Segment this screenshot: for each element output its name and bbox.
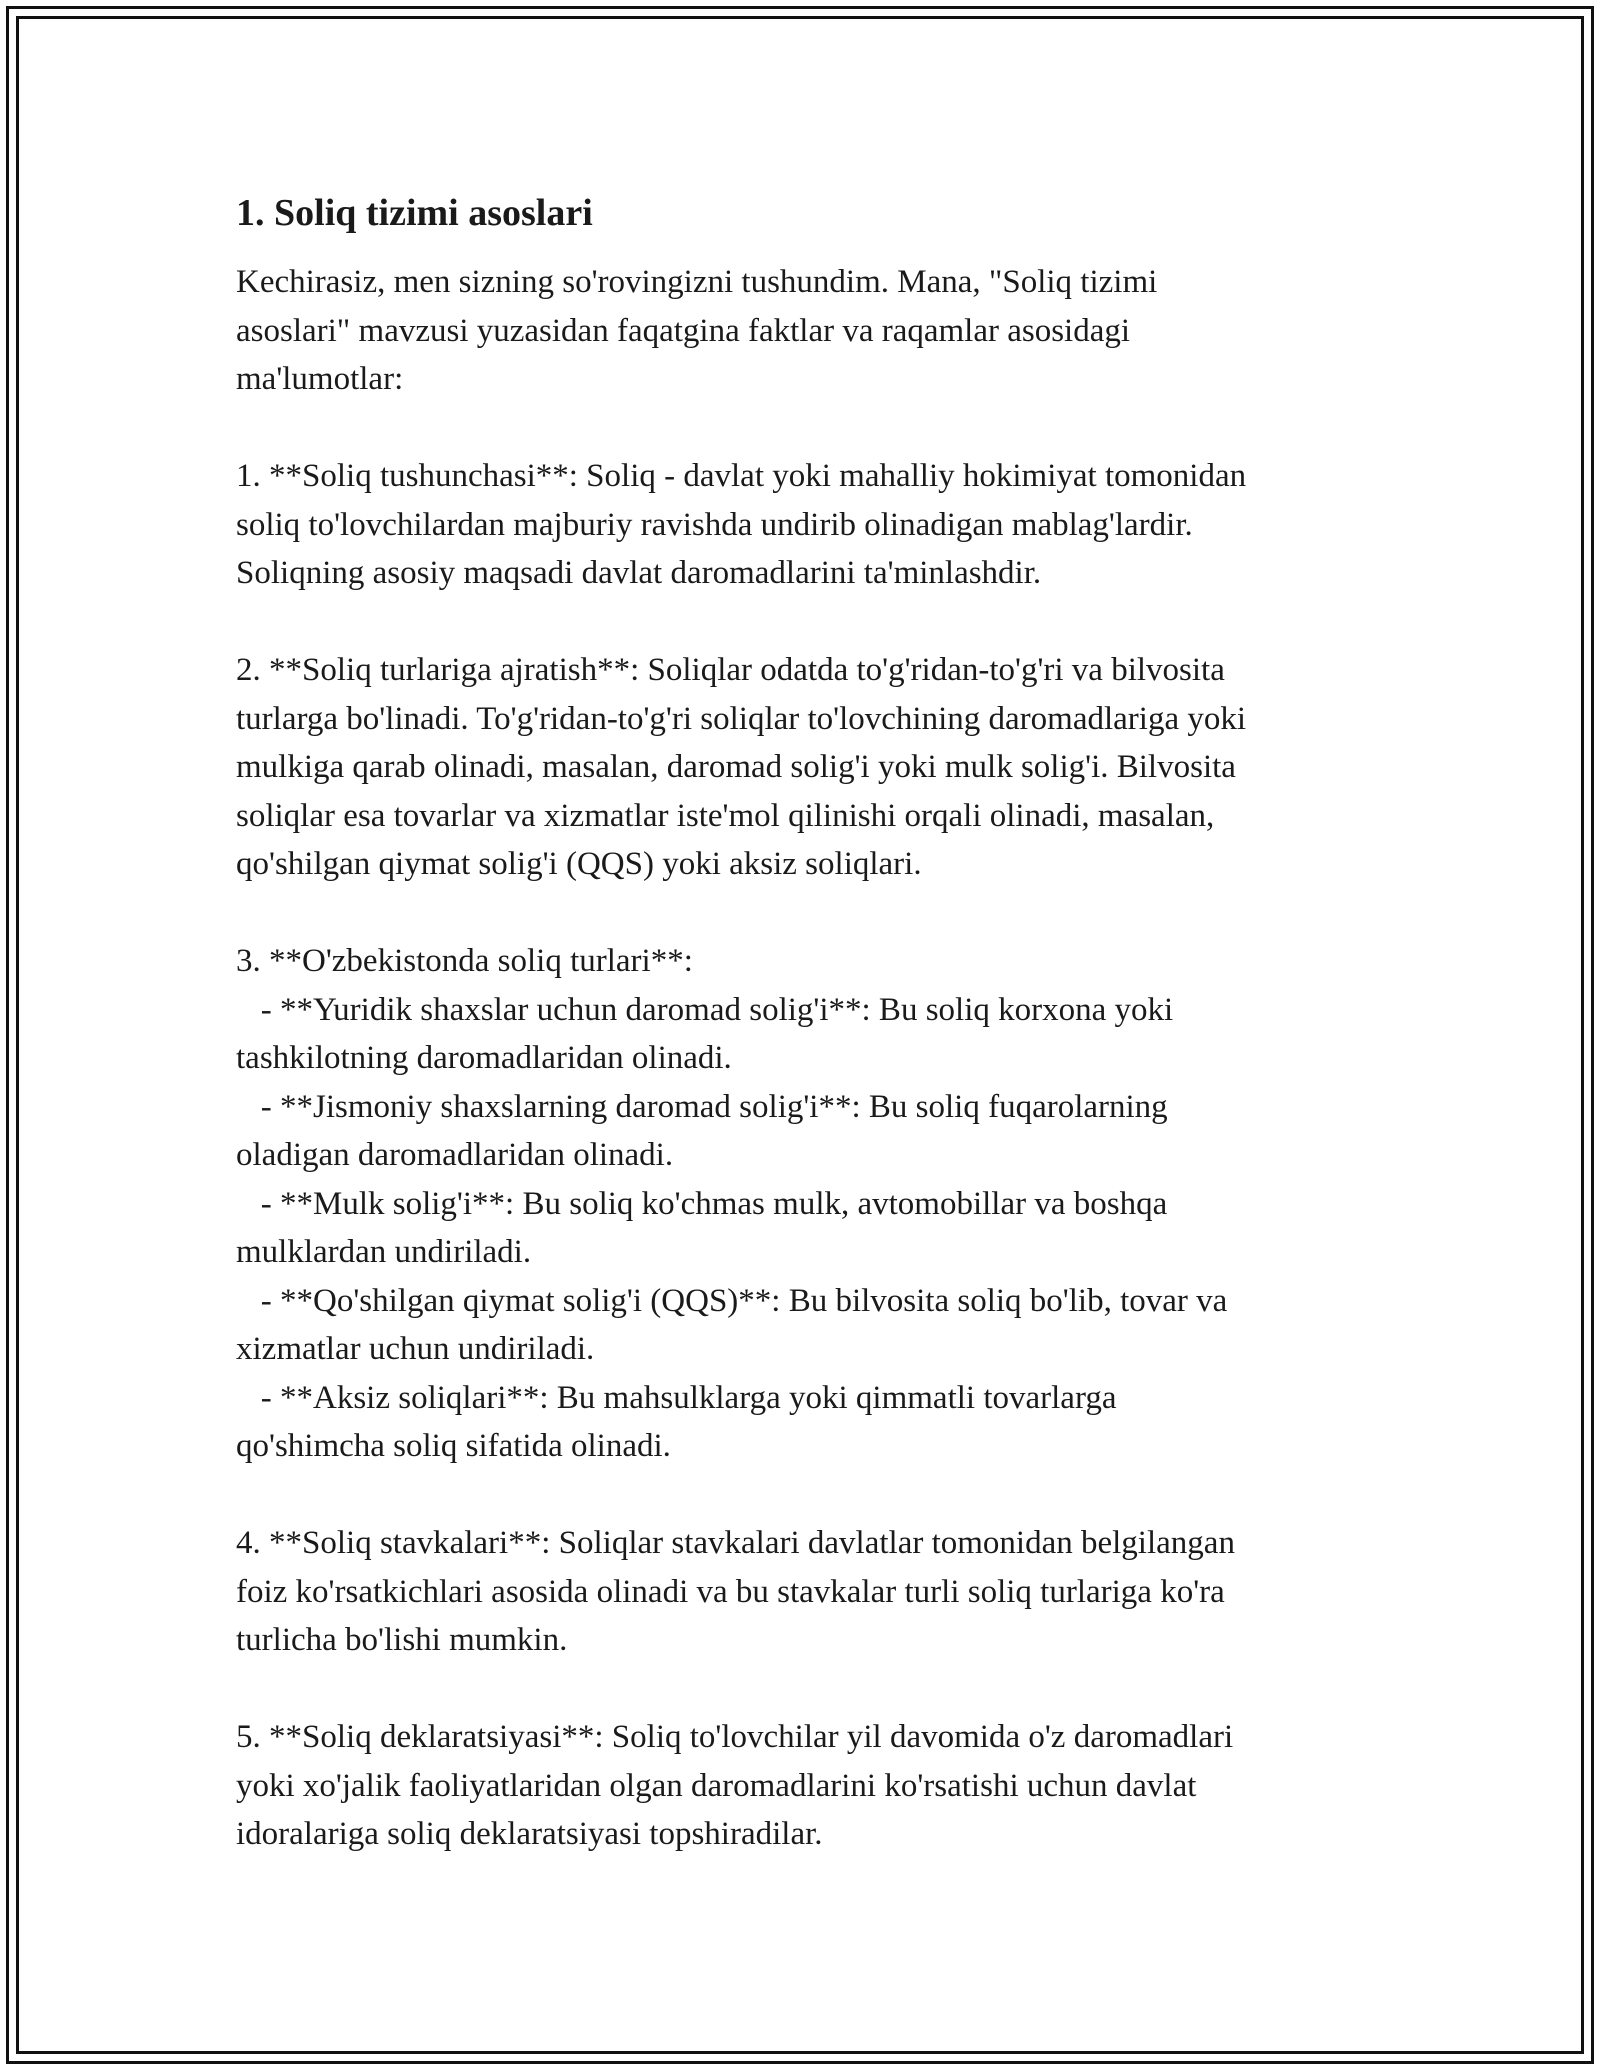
text-line: xizmatlar uchun undiriladi. <box>236 1331 595 1367</box>
text-line: 1. **Soliq tushunchasi**: Soliq - davlat yoki mahalliy hokimiyat tomonidan <box>236 458 1247 494</box>
text-line: 4. **Soliq stavkalari**: Soliqlar stavkalari davlatlar tomonidan belgilangan <box>236 1525 1235 1561</box>
text-line: mulkiga qarab olinadi, masalan, daromad solig'i yoki mulk solig'i. Bilvosita <box>236 749 1236 785</box>
document-text <box>236 258 1376 1859</box>
text-line: 3. **O'zbekistonda soliq turlari**: <box>236 943 693 979</box>
text-line: Soliqning asosiy maqsadi davlat daromadlarini ta'minlashdir. <box>236 555 1042 591</box>
text-line: mulklardan undiriladi. <box>236 1234 532 1270</box>
text-line: - **Jismoniy shaxslarning daromad solig'i**: Bu soliq fuqarolarning <box>236 1088 1168 1125</box>
text-line: turlicha bo'lishi mumkin. <box>236 1622 568 1658</box>
text-line: soliq to'lovchilardan majburiy ravishda undirib olinadigan mablag'lardir. <box>236 506 1193 543</box>
text-line: - **Mulk solig'i**: Bu soliq ko'chmas mulk, avtomobillar va boshqa <box>236 1185 1168 1222</box>
text-line: turlarga bo'linadi. To'g'ridan-to'g'ri soliqlar to'lovchining daromadlariga yoki <box>236 700 1247 737</box>
blank-line <box>236 1471 1376 1520</box>
blank-line <box>236 404 1376 453</box>
text-line: ma'lumotlar: <box>236 361 404 397</box>
text-line: asoslari" mavzusi yuzasidan faqatgina faktlar va raqamlar asosidagi <box>236 312 1131 349</box>
document-body <box>236 188 1376 1859</box>
document-title: 1. Soliq tizimi asoslari <box>236 192 593 234</box>
text-line: qo'shimcha soliq sifatida olinadi. <box>236 1428 671 1464</box>
text-line: idoralariga soliq deklaratsiyasi topshiradilar. <box>236 1816 823 1852</box>
text-line: - **Qo'shilgan qiymat solig'i (QQS)**: Bu bilvosita soliq bo'lib, tovar va <box>236 1282 1228 1319</box>
text-line: Kechirasiz, men sizning so'rovingizni tushundim. Mana, "Soliq tizimi <box>236 264 1158 300</box>
blank-line <box>236 598 1376 647</box>
text-line: qo'shilgan qiymat solig'i (QQS) yoki aksiz soliqlari. <box>236 846 922 882</box>
blank-line <box>236 889 1376 938</box>
text-line: - **Aksiz soliqlari**: Bu mahsulklarga yoki qimmatli tovarlarga <box>236 1379 1117 1416</box>
text-line: 2. **Soliq turlariga ajratish**: Soliqlar odatda to'g'ridan-to'g'ri va bilvosita <box>236 652 1225 688</box>
text-line: tashkilotning daromadlaridan olinadi. <box>236 1040 732 1076</box>
text-line: 5. **Soliq deklaratsiyasi**: Soliq to'lovchilar yil davomida o'z daromadlari <box>236 1719 1234 1755</box>
text-line: soliqlar esa tovarlar va xizmatlar iste'mol qilinishi orqali olinadi, masalan, <box>236 797 1215 834</box>
text-line: - **Yuridik shaxslar uchun daromad solig'i**: Bu soliq korxona yoki <box>236 991 1174 1028</box>
text-line: yoki xo'jalik faoliyatlaridan olgan daromadlarini ko'rsatishi uchun davlat <box>236 1767 1197 1804</box>
text-line: oladigan daromadlaridan olinadi. <box>236 1137 674 1173</box>
blank-line <box>236 1665 1376 1714</box>
text-line: foiz ko'rsatkichlari asosida olinadi va bu stavkalar turli soliq turlariga ko'ra <box>236 1573 1225 1610</box>
